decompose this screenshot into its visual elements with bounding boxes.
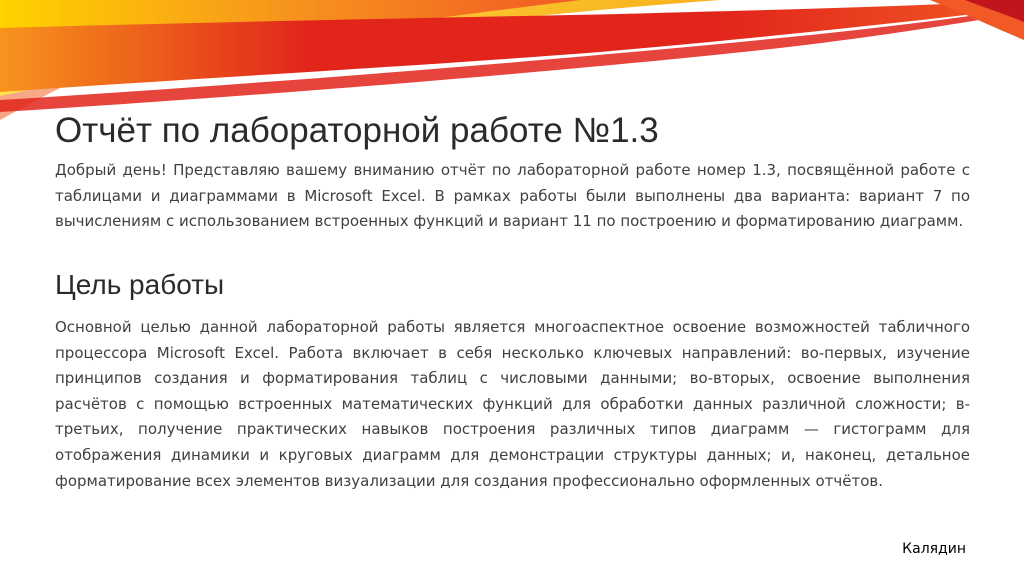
intro-paragraph: Добрый день! Представляю вашему вниманию отчёт по лабораторной работе номер 1.3, посвящённой работе с таблицами и диаграммами в Microsoft Excel. В рамках работы были выполнены два варианта: вариант 7 по вычислениям с использованием встроенных функций и вариант 11 по построению и форматированию диаграмм.: [55, 161, 970, 231]
author-name: Калядин: [902, 541, 966, 557]
goal-paragraph: Основной целью данной лабораторной работы является многоаспектное освоение возможностей табличного процессора Microsoft Excel. Работа включает в себя несколько ключевых направлений: во-первых, изучение принципов создания и форматирования таблиц с числовыми данными; во-вторых, освоение выполнения расчётов с помощью встроенных математических функций для обработки данных различной сложности; в-третьих, получение практических навыков построения различных типов диаграмм — гистограмм для отображения динамики и круговых диаграмм для демонстрации структуры данных; и, наконец, детальное форматирование всех элементов визуализации для создания профессионально оформленных отчётов.: [55, 318, 970, 490]
goal-heading: Цель работы: [55, 269, 225, 300]
slide-title: Отчёт по лабораторной работе №1.3: [55, 111, 659, 150]
